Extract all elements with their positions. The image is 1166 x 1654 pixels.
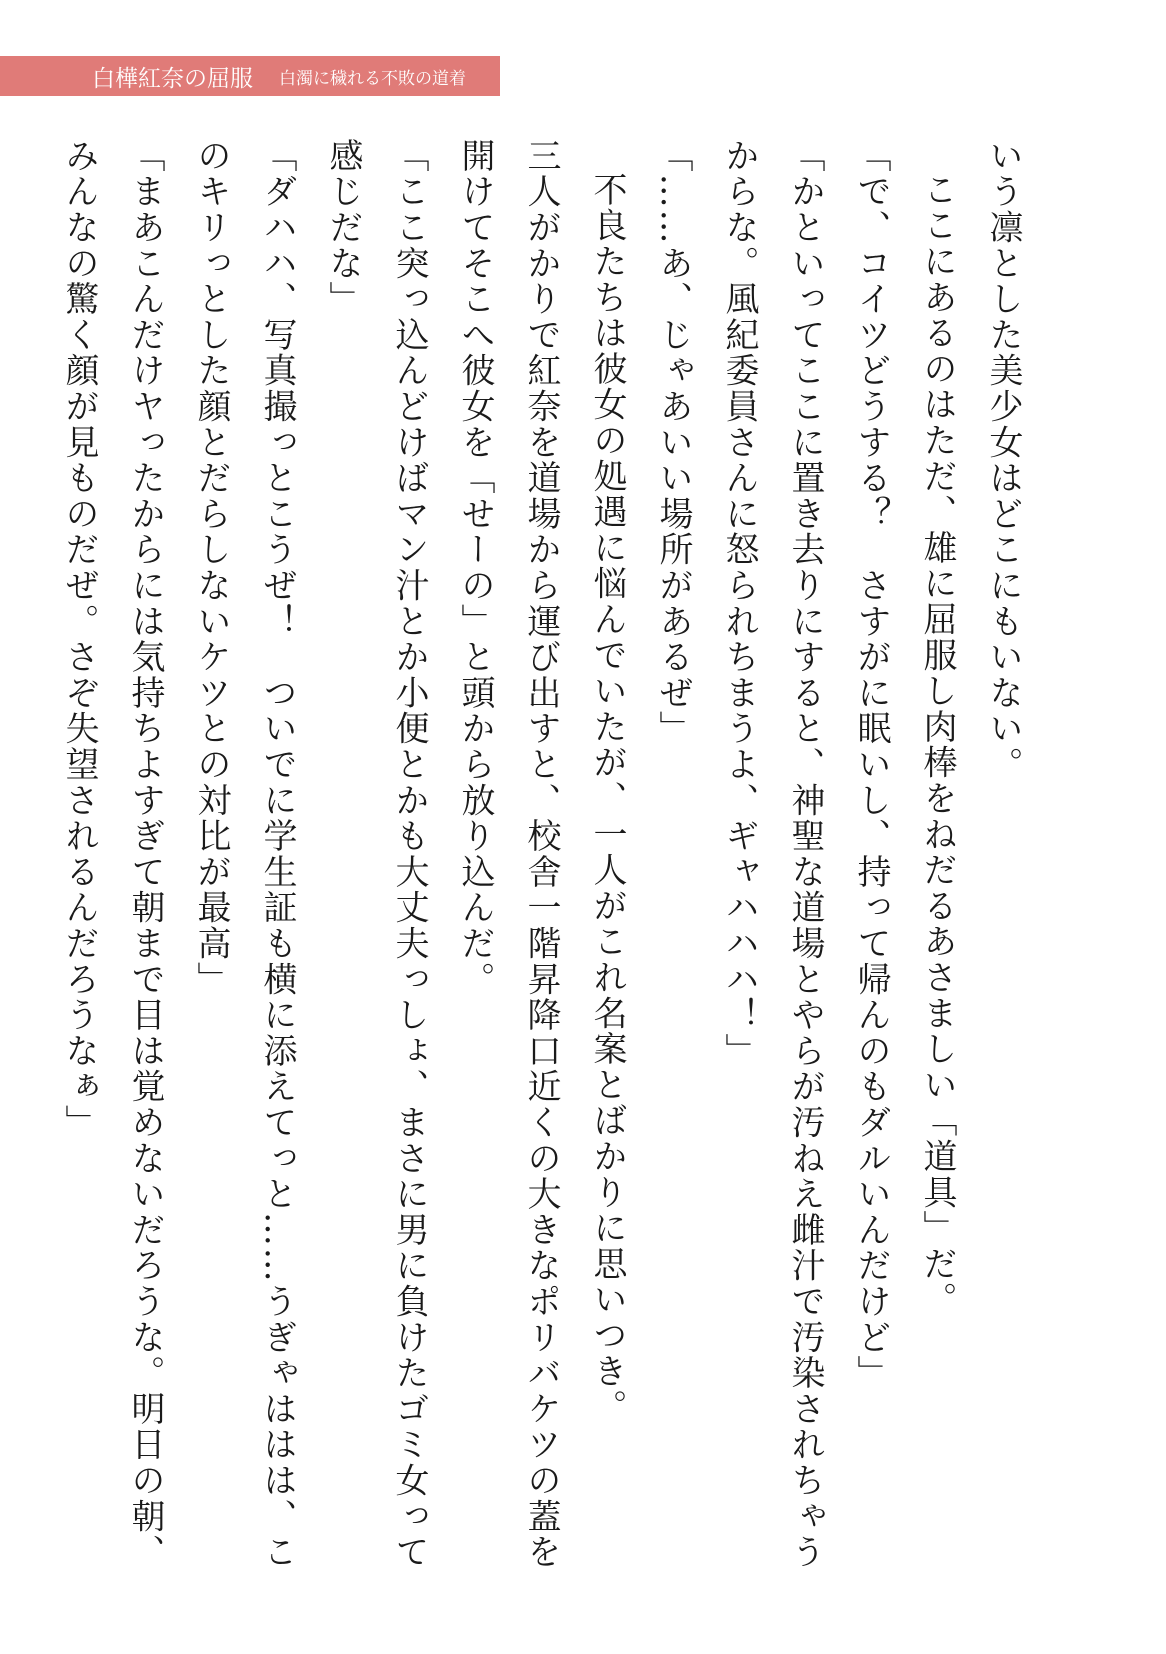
paragraph: 「で、コイツどうする？ さすがに眠いし、持って帰んのもダルいんだけど」 [851, 138, 891, 1391]
paragraph: 「かといってここに置き去りにすると、神聖な道場とやらが汚ねえ雌汁で汚染されちゃうからな。風紀委員さんに怒られちまうよ、ギャハハハ！」 [719, 138, 825, 1570]
book-title: 白樺紅奈の屈服 [92, 65, 253, 92]
body-text [36, 138, 1036, 1578]
paragraph: 「ここ突っ込んどけばマン汁とか小便とかも大丈夫っしょ、まさに男に負けたゴミ女って感じだな」 [323, 138, 429, 1570]
paragraph: 「……あ、じゃあいい場所があるぜ」 [653, 138, 693, 747]
paragraph: 「まあこんだけヤったからには気持ちよすぎて朝まで目は覚めないだろうな。明日の朝、みんなの驚く顔が見ものだぜ。さぞ失望されるんだろうなぁ」 [59, 138, 165, 1570]
paragraph: ここにあるのはただ、雄に屈服し肉棒をねだるあさましい「道具」だ。 [917, 172, 957, 1318]
paragraph: 不良たちは彼女の処遇に悩んでいたが、一人がこれ名案とばかりに思いつき。 [587, 172, 627, 1425]
paragraph: 三人がかりで紅奈を道場から運び出すと、校舎一階昇降口近くの大きなポリバケツの蓋を開けてそこへ彼女を「せーの」と頭から放り込んだ。 [455, 138, 561, 1570]
chapter-subtitle: 白濁に穢れる不敗の道着 [279, 68, 466, 89]
paragraph: いう凛とした美少女はどこにもいない。 [983, 138, 1023, 783]
paragraph: 「ダハハ、写真撮っとこうぜ！ ついでに学生証も横に添えてっと……うぎゃははは、このキリっとした顔とだらしないケツとの対比が最高」 [191, 138, 297, 1570]
header-band [0, 56, 500, 96]
